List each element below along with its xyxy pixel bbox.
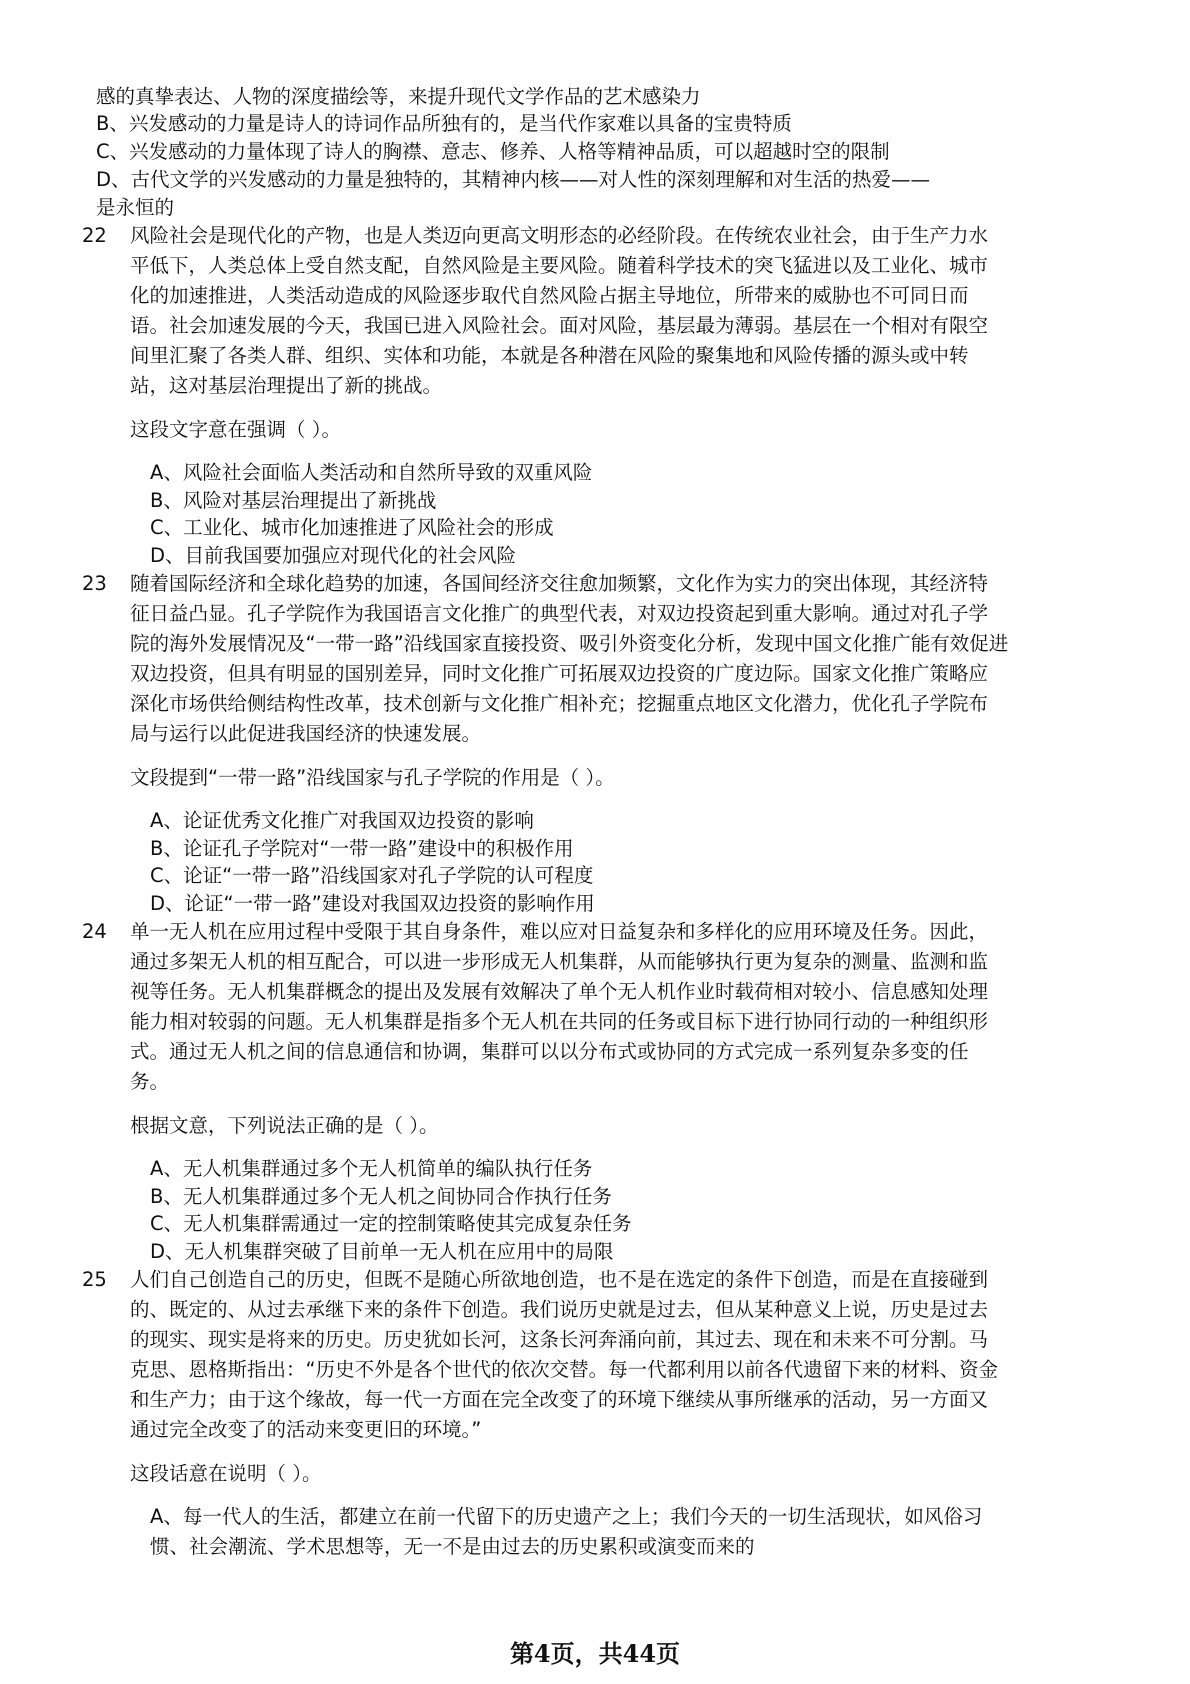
option-b: B、风险对基层治理提出了新挑战 — [150, 489, 437, 512]
option-a: A、论证优秀文化推广对我国双边投资的影响 — [150, 809, 534, 832]
option-a: A、每一代人的生活，都建立在前一代留下的历史遗产之上；我们今天的一切生活现状，如风俗习 — [150, 1505, 983, 1528]
option-c: C、论证“一带一路”沿线国家对孔子学院的认可程度 — [150, 864, 594, 887]
passage-line: 视等任务。无人机集群概念的提出及发展有效解决了单个无人机作业时载荷相对较小、信息感知处理 — [130, 980, 989, 1003]
option-d: D、目前我国要加强应对现代化的社会风险 — [150, 544, 517, 567]
passage-line: 局与运行以此促进我国经济的快速发展。 — [130, 722, 482, 745]
passage-line: 征日益凸显。孔子学院作为我国语言文化推广的典型代表，对双边投资起到重大影响。通过对孔子学 — [130, 602, 989, 625]
passage-line: 随着国际经济和全球化趋势的加速，各国间经济交往愈加频繁，文化作为实力的突出体现，其经济特 — [130, 572, 989, 595]
option-b: B、论证孔子学院对“一带一路”建设中的积极作用 — [150, 837, 574, 860]
option-d: D、论证“一带一路”建设对我国双边投资的影响作用 — [150, 892, 595, 915]
question-stem: 这段话意在说明（ ）。 — [130, 1462, 322, 1485]
passage-line: 深化市场供给侧结构性改革，技术创新与文化推广相补充；挖掘重点地区文化潜力，优化孔子学院布 — [130, 692, 989, 715]
intro-option-b: B、兴发感动的力量是诗人的诗词作品所独有的，是当代作家难以具备的宝贵特质 — [96, 112, 792, 135]
question-number: 23 — [82, 572, 107, 595]
intro-option-d-cont: 是永恒的 — [96, 196, 175, 219]
passage-line: 平低下，人类总体上受自然支配，自然风险是主要风险。随着科学技术的突飞猛进以及工业化、城市 — [130, 254, 989, 277]
option-c: C、工业化、城市化加速推进了风险社会的形成 — [150, 516, 554, 539]
passage-line: 人们自己创造自己的历史，但既不是随心所欲地创造，也不是在选定的条件下创造，而是在直接碰到 — [130, 1268, 989, 1291]
passage-line: 和生产力；由于这个缘故，每一代一方面在完全改变了的环境下继续从事所继承的活动，另一方面又 — [130, 1388, 989, 1411]
option-d: D、无人机集群突破了目前单一无人机在应用中的局限 — [150, 1240, 614, 1263]
option-a: A、无人机集群通过多个无人机简单的编队执行任务 — [150, 1157, 593, 1180]
option-c: C、无人机集群需通过一定的控制策略使其完成复杂任务 — [150, 1212, 632, 1235]
intro-option-d: D、古代文学的兴发感动的力量是独特的，其精神内核——对人性的深刻理解和对生活的热爱—— — [96, 168, 931, 191]
passage-line: 院的海外发展情况及“一带一路”沿线国家直接投资、吸引外资变化分析，发现中国文化推广能有效促进 — [130, 632, 1009, 655]
question-number: 24 — [82, 920, 107, 943]
passage-line: 能力相对较弱的问题。无人机集群是指多个无人机在共同的任务或目标下进行协同行动的一种组织形 — [130, 1010, 989, 1033]
passage-line: 通过完全改变了的活动来变更旧的环境。” — [130, 1418, 482, 1441]
intro-option-c: C、兴发感动的力量体现了诗人的胸襟、意志、修养、人格等精神品质，可以超越时空的限制 — [96, 140, 890, 163]
passage-line: 的、既定的、从过去承继下来的条件下创造。我们说历史就是过去，但从某种意义上说，历史是过去 — [130, 1298, 989, 1321]
question-stem: 文段提到“一带一路”沿线国家与孔子学院的作用是（ ）。 — [130, 766, 615, 789]
passage-line: 单一无人机在应用过程中受限于其自身条件，难以应对日益复杂和多样化的应用环境及任务。因此， — [130, 920, 989, 943]
passage-line: 化的加速推进，人类活动造成的风险逐步取代自然风险占据主导地位，所带来的威胁也不可同日而 — [130, 284, 969, 307]
passage-line: 务。 — [130, 1070, 170, 1093]
passage-line: 双边投资，但具有明显的国别差异，同时文化推广可拓展双边投资的广度边际。国家文化推广策略应 — [130, 662, 989, 685]
passage-line: 风险社会是现代化的产物，也是人类迈向更高文明形态的必经阶段。在传统农业社会，由于生产力水 — [130, 224, 989, 247]
passage-line: 式。通过无人机之间的信息通信和协调，集群可以以分布式或协同的方式完成一系列复杂多变的任 — [130, 1040, 969, 1063]
question-stem: 这段文字意在强调（ ）。 — [130, 418, 341, 441]
page-footer: 第4页，共44页 — [509, 1639, 681, 1668]
option-a: A、风险社会面临人类活动和自然所导致的双重风险 — [150, 461, 593, 484]
passage-line: 克思、恩格斯指出：“历史不外是各个世代的依次交替。每一代都利用以前各代遗留下来的材料、资金 — [130, 1358, 999, 1381]
passage-line: 语。社会加速发展的今天，我国已进入风险社会。面对风险，基层最为薄弱。基层在一个相对有限空 — [130, 314, 989, 337]
option-a-cont: 惯、社会潮流、学术思想等，无一不是由过去的历史累积或演变而来的 — [150, 1535, 755, 1558]
intro-line: 感的真挚表达、人物的深度描绘等，来提升现代文学作品的艺术感染力 — [96, 85, 701, 108]
passage-line: 的现实、现实是将来的历史。历史犹如长河，这条长河奔涌向前，其过去、现在和未来不可分割。马 — [130, 1328, 989, 1351]
question-stem: 根据文意，下列说法正确的是（ ）。 — [130, 1114, 439, 1137]
passage-line: 间里汇聚了各类人群、组织、实体和功能，本就是各种潜在风险的聚集地和风险传播的源头或中转 — [130, 344, 969, 367]
passage-line: 站，这对基层治理提出了新的挑战。 — [130, 374, 443, 397]
option-b: B、无人机集群通过多个无人机之间协同合作执行任务 — [150, 1185, 612, 1208]
question-number: 22 — [82, 224, 107, 247]
question-number: 25 — [82, 1268, 107, 1291]
passage-line: 通过多架无人机的相互配合，可以进一步形成无人机集群，从而能够执行更为复杂的测量、监测和监 — [130, 950, 989, 973]
